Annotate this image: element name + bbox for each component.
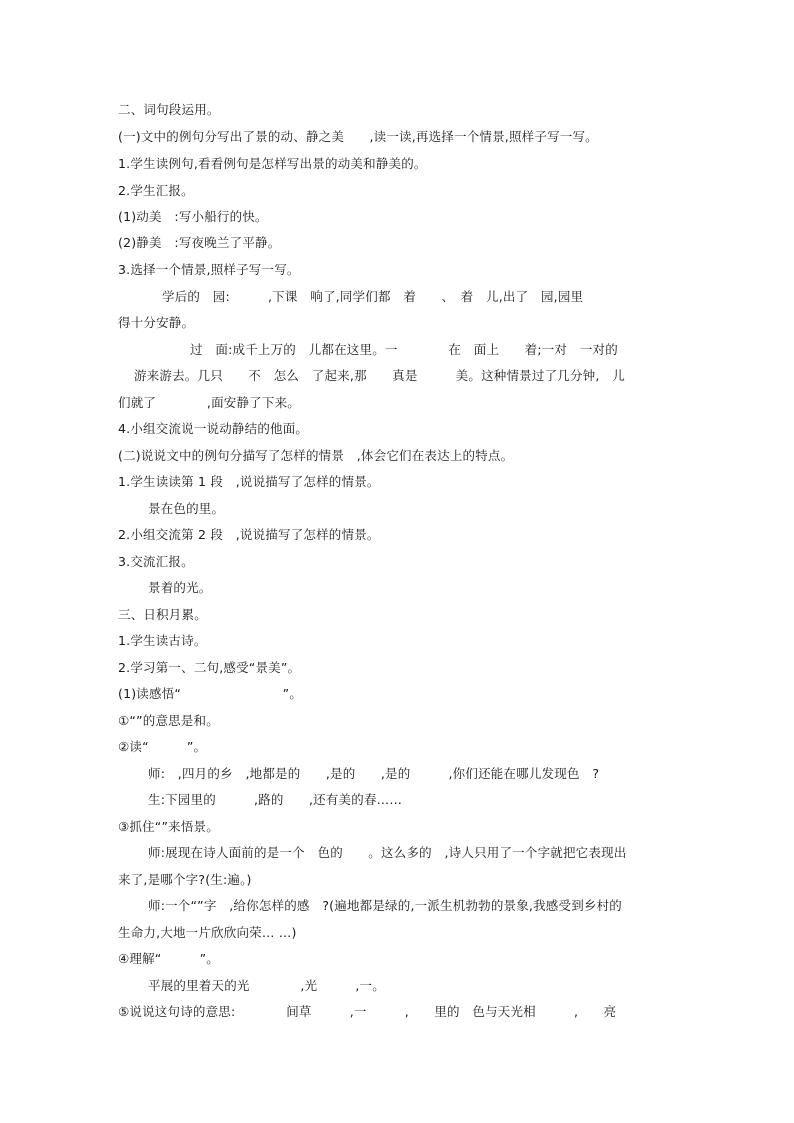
- text-line: 1.学生读例句,看看例句是怎样写出景的动美和静美的。: [118, 156, 427, 171]
- text-line: 师:展现在诗人面前的是一个 色的 。这么多的 ,诗人只用了一个字就把它表现出: [148, 845, 627, 860]
- text-line: 4.小组交流说一说动静结的他面。: [118, 421, 309, 436]
- text-line: (1)读感悟“ ”。: [118, 686, 303, 701]
- text-line: 来了,是哪个字?(生:遍。): [118, 872, 252, 887]
- text-line: 3.选择一个情景,照样子写一写。: [118, 262, 300, 277]
- text-line: 2.小组交流第 2 段 ,说说描写了怎样的情景。: [118, 527, 380, 542]
- text-line: ⑤说说这句诗的意思: 间草 ,一 , 里的 色与天光相 , 亮: [118, 1004, 617, 1019]
- text-line: 们就了 ,面安静了下来。: [118, 395, 300, 410]
- text-line: 得十分安静。: [118, 315, 195, 330]
- text-line: ③抓住“”来悟景。: [118, 819, 219, 834]
- text-line: 2.学习第一、二句,感受“景美”。: [118, 660, 301, 675]
- text-line: ②读“ ”。: [118, 739, 207, 754]
- text-line: 1.学生读古诗。: [118, 633, 207, 648]
- text-line: 师: ,四月的乡 ,地都是的 ,是的 ,是的 ,你们还能在哪儿发现色 ?: [148, 766, 600, 781]
- text-line: 师:一个“”字 ,给你怎样的感 ?(遍地都是绿的,一派生机勃勃的景象,我感受到乡村的: [148, 898, 622, 913]
- text-line: 2.学生汇报。: [118, 183, 194, 198]
- text-line: ④理解“ ”。: [118, 951, 219, 966]
- text-line: 景着的光。: [148, 580, 212, 595]
- text-line: 学后的 园: ,下课 响了,同学们都 着 、 着 儿,出了 园,园里: [162, 289, 584, 304]
- section-heading-3: 三、日积月累。: [118, 607, 207, 622]
- text-line: 3.交流汇报。: [118, 554, 194, 569]
- text-line: 游来游去。几只 不 怎么 了起来,那 真是 美。这种情景过了几分钟, 儿: [134, 368, 625, 383]
- text-line: (2)静美 :写夜晚兰了平静。: [118, 235, 281, 250]
- text-line: 1.学生读读第 1 段 ,说说描写了怎样的情景。: [118, 474, 380, 489]
- text-line: ①“”的意思是和。: [118, 713, 219, 728]
- text-line: 生命力,大地一片欣欣向荣… …): [118, 925, 297, 940]
- text-line: 景在色的里。: [148, 501, 225, 516]
- text-line: (一)文中的例句分写出了景的动、静之美 ,读一读,再选择一个情景,照样子写一写。: [118, 129, 598, 144]
- text-line: 平展的里着天的光 ,光 ,一。: [148, 978, 385, 993]
- text-line: 过 面:成千上万的 儿都在这里。一 在 面上 着;一对 一对的: [190, 342, 618, 357]
- text-line: (二)说说文中的例句分描写了怎样的情景 ,体会它们在表达上的特点。: [118, 448, 514, 463]
- text-line: 生:下园里的 ,路的 ,还有美的春……: [148, 792, 403, 807]
- section-heading-2: 二、词句段运用。: [118, 102, 220, 117]
- text-line: (1)动美 :写小船行的快。: [118, 209, 268, 224]
